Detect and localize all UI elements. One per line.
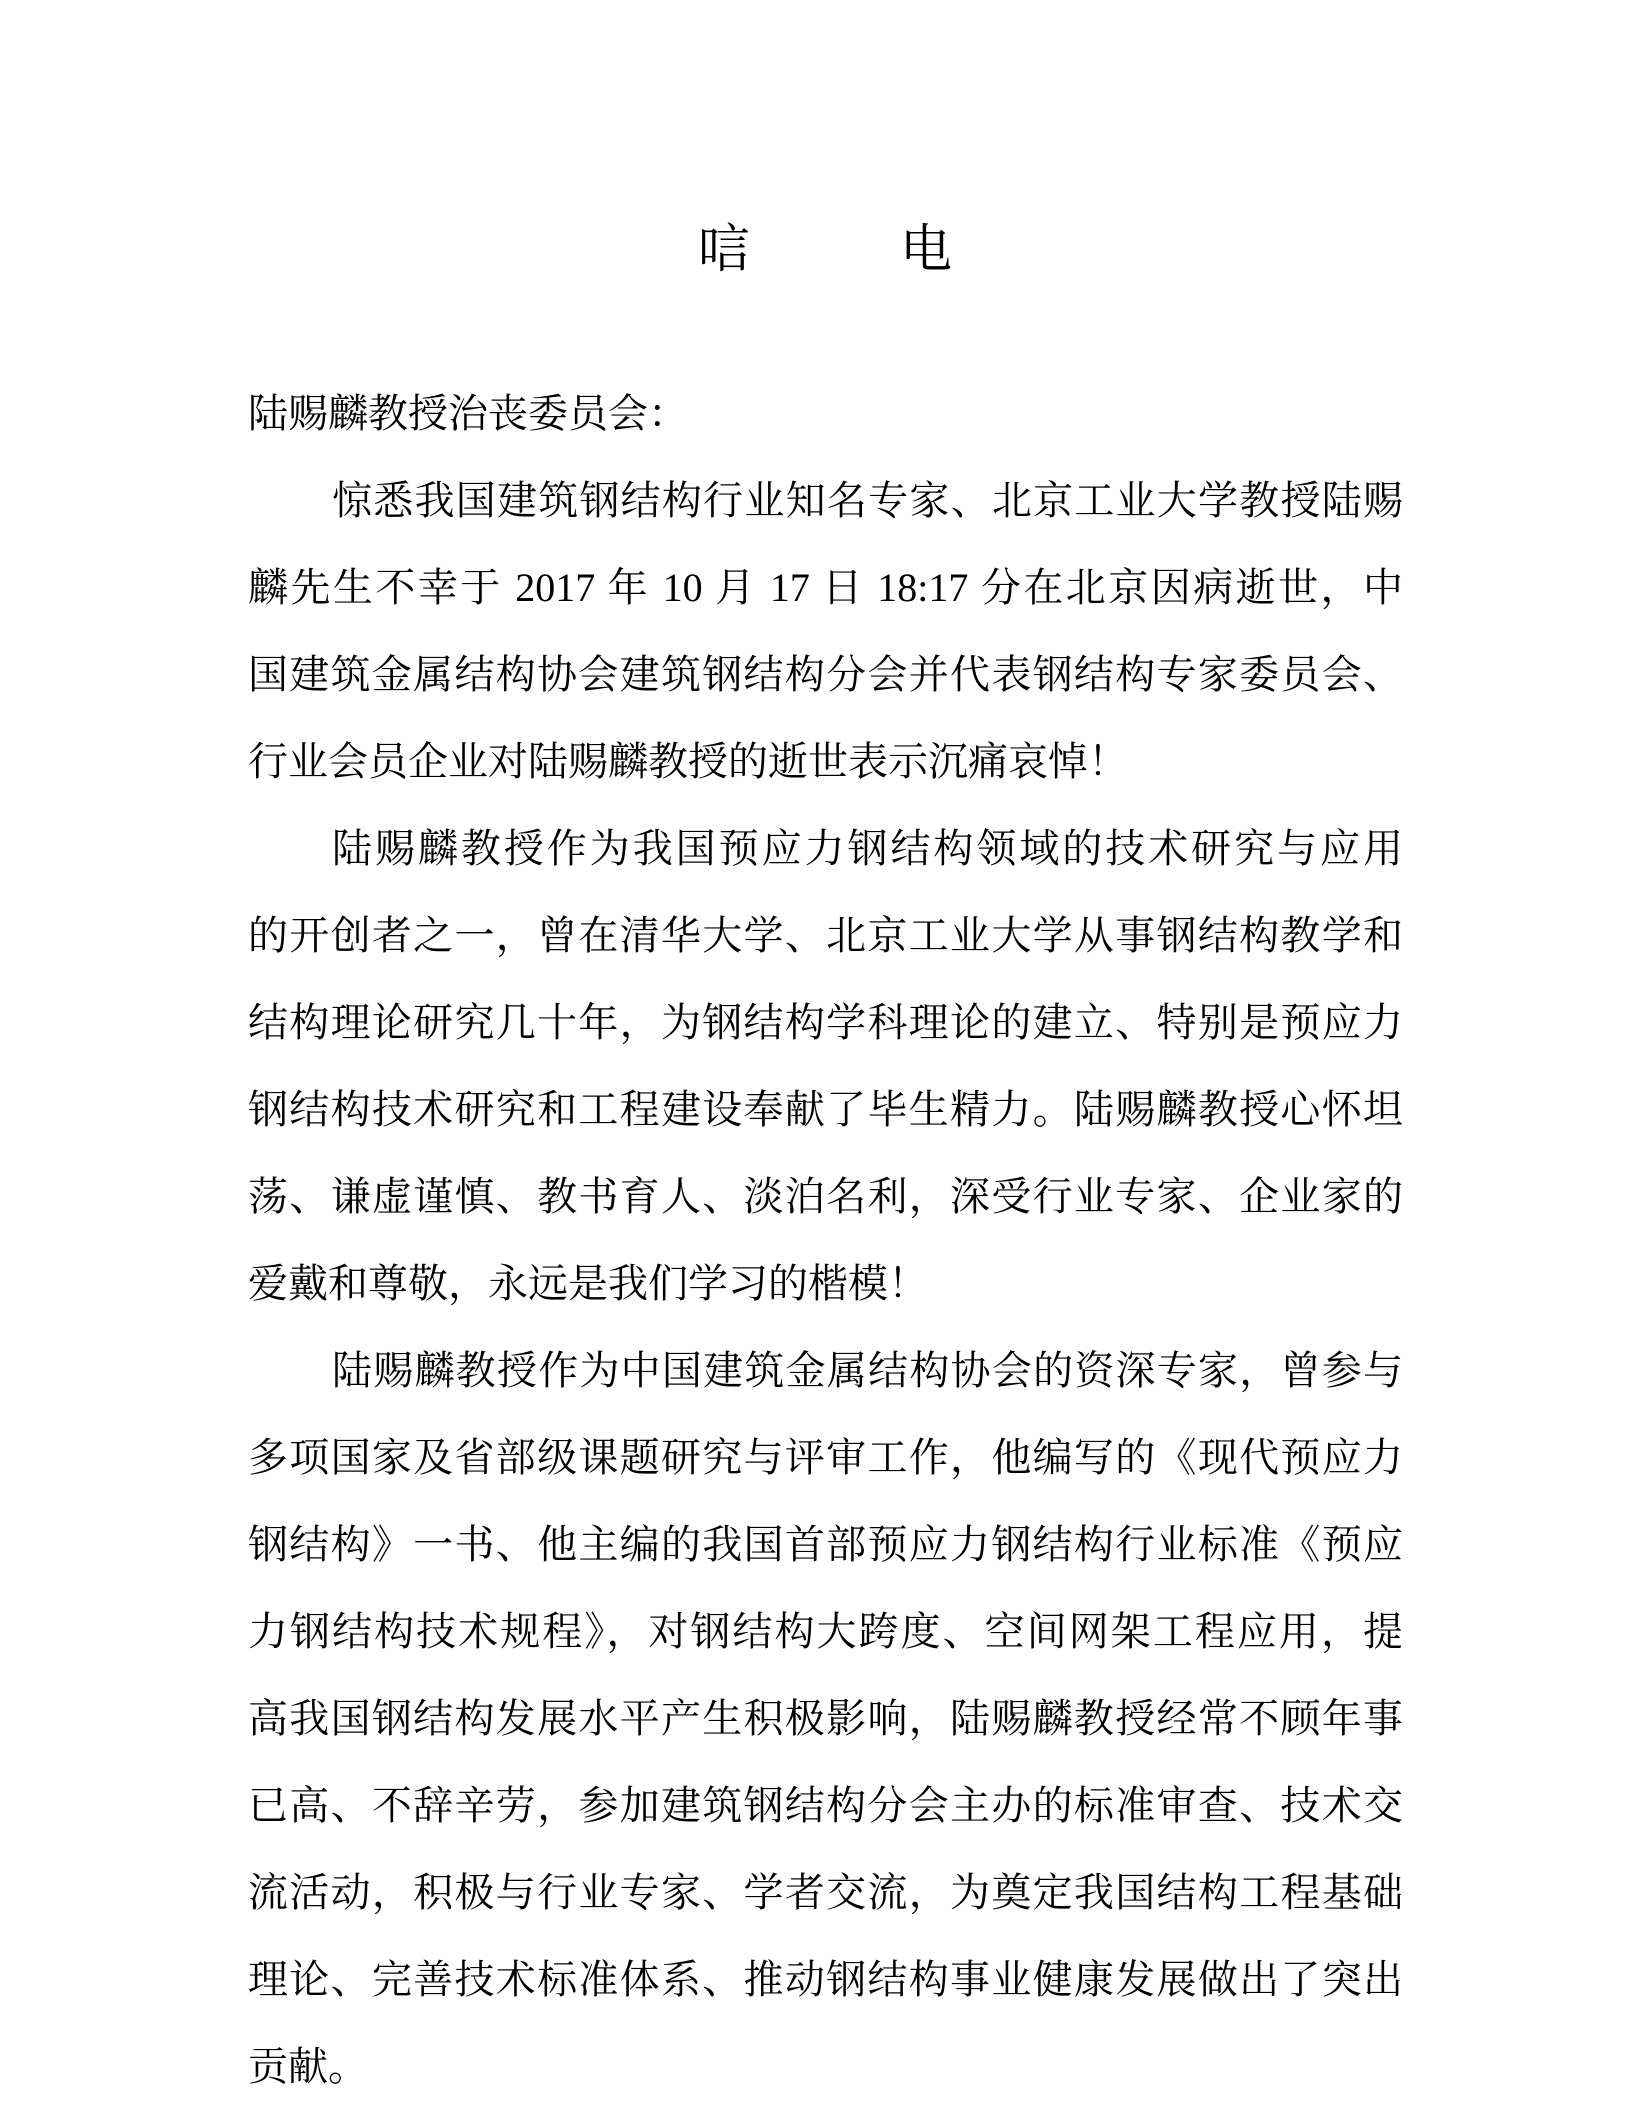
letter-line: 理论、完善技术标准体系、推动钢结构事业健康发展做出了突出 — [248, 1957, 1403, 2002]
letter-line: 陆赐麟教授作为中国建筑金属结构协会的资深专家，曾参与 — [332, 1348, 1403, 1393]
salutation: 陆赐麟教授治丧委员会： — [248, 391, 688, 436]
letter-line: 爱戴和尊敬，永远是我们学习的楷模！ — [248, 1261, 928, 1306]
letter-line: 行业会员企业对陆赐麟教授的逝世表示沉痛哀悼！ — [248, 739, 1128, 784]
letter-body — [248, 370, 1403, 2110]
title-char: 电 — [900, 222, 953, 279]
letter-line: 流活动，积极与行业专家、学者交流，为奠定我国结构工程基础 — [248, 1870, 1403, 1915]
letter-line: 已高、不辞辛劳，参加建筑钢结构分会主办的标准审查、技术交 — [248, 1783, 1403, 1828]
document-title — [0, 222, 1650, 279]
title-char: 唁 — [697, 222, 750, 279]
letter-line: 结构理论研究几十年，为钢结构学科理论的建立、特别是预应力 — [248, 1000, 1403, 1045]
letter-line: 钢结构》一书、他主编的我国首部预应力钢结构行业标准《预应 — [248, 1522, 1403, 1567]
letter-line: 多项国家及省部级课题研究与评审工作，他编写的《现代预应力 — [248, 1435, 1403, 1480]
letter-line: 钢结构技术研究和工程建设奉献了毕生精力。陆赐麟教授心怀坦 — [248, 1087, 1403, 1132]
letter-line: 惊悉我国建筑钢结构行业知名专家、北京工业大学教授陆赐 — [332, 478, 1403, 523]
letter-line: 荡、谦虚谨慎、教书育人、淡泊名利，深受行业专家、企业家的 — [248, 1174, 1403, 1219]
letter-line: 国建筑金属结构协会建筑钢结构分会并代表钢结构专家委员会、 — [248, 652, 1403, 697]
letter-line: 的开创者之一，曾在清华大学、北京工业大学从事钢结构教学和 — [248, 913, 1403, 958]
letter-line: 高我国钢结构发展水平产生积极影响，陆赐麟教授经常不顾年事 — [248, 1696, 1403, 1741]
letter-line: 贡献。 — [248, 2044, 368, 2089]
letter-line: 麟先生不幸于 2017 年 10 月 17 日 18:17 分在北京因病逝世，中 — [248, 565, 1403, 610]
letter-line: 力钢结构技术规程》，对钢结构大跨度、空间网架工程应用，提 — [248, 1609, 1403, 1654]
letter-line: 陆赐麟教授作为我国预应力钢结构领域的技术研究与应用 — [332, 826, 1403, 871]
